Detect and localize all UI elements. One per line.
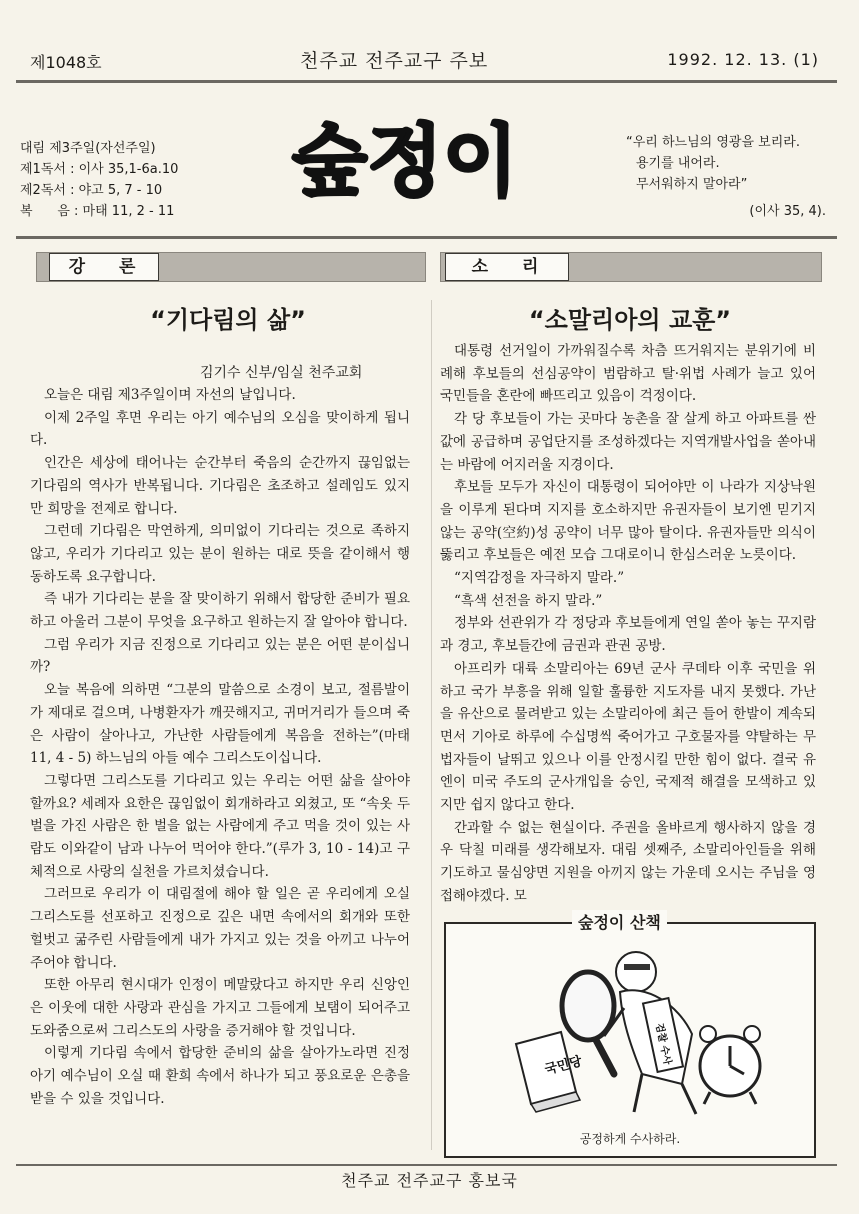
prosecutor-figure bbox=[604, 952, 696, 1114]
paragraph: 각 당 후보들이 가는 곳마다 농촌을 잘 살게 하고 아파트를 싼값에 공급하며 공업단지를 조성하겠다는 지역개발사업을 쏟아내는 바람에 어지러울 지경이다. bbox=[440, 411, 816, 473]
cartoon-caption: 공정하게 수사하라. bbox=[579, 1132, 681, 1146]
quote-source: (이사 35, 4). bbox=[749, 204, 826, 219]
book-illustration bbox=[516, 1032, 584, 1112]
quote-line: 무서워하지 말아라” bbox=[636, 177, 748, 192]
quote-line: “우리 하느님의 영광을 보리라. bbox=[626, 135, 800, 150]
section-label-text: 강 론 bbox=[49, 253, 159, 281]
paragraph: 그러므로 우리가 이 대림절에 해야 할 일은 곧 우리에게 오실 그리스도를 선포하고 진정으로 깊은 내면 속에서의 회개와 또한 헐벗고 굶주린 사람들에게 내가 가지고 있는 것을 아끼고 나누어주어야 합니다. bbox=[30, 886, 410, 971]
reading-line: 대림 제3주일(자선주일) bbox=[20, 141, 156, 156]
editorial-body bbox=[440, 340, 816, 908]
paragraph: 오늘 복음에 의하면 “그분의 말씀으로 소경이 보고, 절름발이가 제대로 걸으며, 나병환자가 깨끗해지고, 귀머거리가 들으며 죽은 사람이 살아나고, 가난한 사람들에게 복음을 전하는”(마태 11, 4 - 5) 하느님의 아들 예수 그리스도이십니다. bbox=[30, 682, 410, 767]
footer-rule bbox=[16, 1164, 837, 1166]
cartoon-title: 숲정이 산책 bbox=[572, 910, 667, 933]
paragraph: 간과할 수 없는 현실이다. 주권을 올바르게 행사하지 않을 경우 닥칠 미래를 생각해보자. 대림 셋째주, 소말리아인들을 위해 기도하고 물심양면 지원을 아끼지 않는 가운데 오시는 주님을 영접해야겠다. 모 bbox=[440, 819, 816, 904]
header-rule bbox=[16, 80, 837, 83]
section-label-homily bbox=[36, 252, 426, 282]
issue-number: 제1048호 bbox=[30, 53, 102, 72]
paragraph: 정부와 선관위가 각 정당과 후보들에게 연일 쏟아 놓는 꾸지람과 경고, 후보들간에 금권과 관권 공방. bbox=[440, 615, 816, 655]
paragraph: 이제 2주일 후면 우리는 아기 예수님의 오심을 맞이하게 됩니다. bbox=[30, 409, 410, 449]
homily-author: 김기수 신부/임실 천주교회 bbox=[200, 365, 363, 381]
column-divider bbox=[431, 300, 432, 1150]
party-label: 국민당 bbox=[543, 1054, 584, 1078]
cartoon-box bbox=[444, 913, 816, 1158]
paragraph: 이렇게 기다림 속에서 합당한 준비의 삶을 살아가노라면 진정 아기 예수님이 오실 때 환희 속에서 하나가 되고 풍요로운 은총을 받을 수 있을 것입니다. bbox=[30, 1045, 410, 1107]
clock-icon bbox=[700, 1026, 760, 1104]
reading-line: 제1독서 : 이사 35,1-6a.10 bbox=[20, 162, 179, 177]
reading-line: 복 음 : 마태 11, 2 - 11 bbox=[20, 204, 175, 219]
paragraph: 그런데 기다림은 막연하게, 의미없이 기다리는 것으로 족하지 않고, 우리가 기다리고 있는 분이 원하는 대로 뜻을 같이해서 행동하도록 요구합니다. bbox=[30, 523, 410, 585]
paragraph: 후보들 모두가 자신이 대통령이 되어야만 이 나라가 지상낙원을 이루게 된다며 지지를 호소하지만 유권자들이 보기엔 믿기지 않는 공약(空約)성 공약이 너무 많아 탈이다. 유권자들만 의식이 뚫리고 후보들은 예전 모습 그대로이니 한심스러운 노릇이다. bbox=[440, 479, 816, 564]
homily-title: “기다림의 삶” bbox=[150, 306, 306, 334]
section-label-editorial bbox=[440, 252, 822, 282]
cartoon-drawing bbox=[446, 924, 814, 1124]
paragraph: 즉 내가 기다리는 분을 잘 맞이하기 위해서 합당한 준비가 필요하고 아울러 그분이 무엇을 요구하고 원하는지 잘 알아야 합니다. bbox=[30, 591, 410, 631]
quote-line: 용기를 내어라. bbox=[636, 156, 720, 171]
masthead-logo bbox=[245, 108, 565, 208]
paragraph: “흑색 선전을 하지 말라.” bbox=[454, 592, 603, 609]
issue-date: 1992. 12. 13. (1) bbox=[667, 50, 819, 69]
scripture-quote bbox=[626, 132, 826, 222]
readings bbox=[20, 138, 178, 222]
paragraph: 인간은 세상에 태어나는 순간부터 죽음의 순간까지 끊임없는 기다림의 역사가 반복됩니다. 기다림은 초조하고 설레임도 있지만 희망을 전제로 합니다. bbox=[30, 455, 410, 517]
editorial-title: “소말리아의 교훈” bbox=[528, 306, 732, 334]
paragraph: 또한 아무리 현시대가 인정이 메말랐다고 하지만 우리 신앙인은 이웃에 대한 사랑과 관심을 가지고 그들에게 보탬이 되어주고 도와줌으로써 그리스도의 사랑을 증거해야 할 것입니다. bbox=[30, 977, 410, 1039]
paragraph: 그렇다면 그리스도를 기다리고 있는 우리는 어떤 삶을 살아야 할까요? 세례자 요한은 끊임없이 회개하라고 외쳤고, 또 “속옷 두 벌을 가진 사람은 한 벌을 없는 사람에게 주고 먹을 것이 있는 사람도 이와같이 남과 나누어 먹어야 한다.”(루가 3, 10 - 14)고 구체적으로 사랑의 실천을 가르치셨습니다. bbox=[30, 772, 410, 880]
header bbox=[30, 44, 819, 74]
logo-text: 숲정이 bbox=[291, 117, 519, 207]
homily-body bbox=[30, 384, 410, 1111]
paragraph: 그럼 우리가 지금 진정으로 기다리고 있는 분은 어떤 분이십니까? bbox=[30, 636, 410, 676]
paragraph: “지역감정을 자극하지 말라.” bbox=[454, 570, 625, 587]
footer-publisher: 천주교 전주교구 홍보국 bbox=[341, 1171, 518, 1190]
paragraph: 오늘은 대림 제3주일이며 자선의 날입니다. bbox=[44, 387, 296, 403]
section-label-text: 소 리 bbox=[445, 253, 569, 281]
sash-label: 검찰 수사 bbox=[653, 1022, 673, 1066]
paper-name: 천주교 전주교구 주보 bbox=[300, 50, 489, 72]
reading-line: 제2독서 : 야고 5, 7 - 10 bbox=[20, 183, 163, 198]
paragraph: 대통령 선거일이 가까워질수록 차츰 뜨거워지는 분위기에 비례해 후보들의 선심공약이 범람하고 탈·위법 사례가 늘고 있어 국민들을 혼란에 빠뜨리고 있음이 걱정이다. bbox=[440, 343, 816, 405]
paragraph: 아프리카 대륙 소말리아는 69년 군사 쿠데타 이후 국민을 위하고 국가 부흥을 위해 일할 훌륭한 지도자를 내지 못했다. 가난을 유산으로 물려받고 있는 소말리아에 최근 들어 한발이 계속되면서 기아로 하루에 수십명씩 죽어가고 구호물자를 약탈하는 무법자들이 날뛰고 있으나 이를 안정시킬 만한 힘이 없다. 결국 유엔이 미국 주도의 군사개입을 승인, 국제적 해결을 모색하고 있지만 쉽지 않다고 한다. bbox=[440, 660, 816, 814]
masthead-rule bbox=[16, 236, 837, 239]
